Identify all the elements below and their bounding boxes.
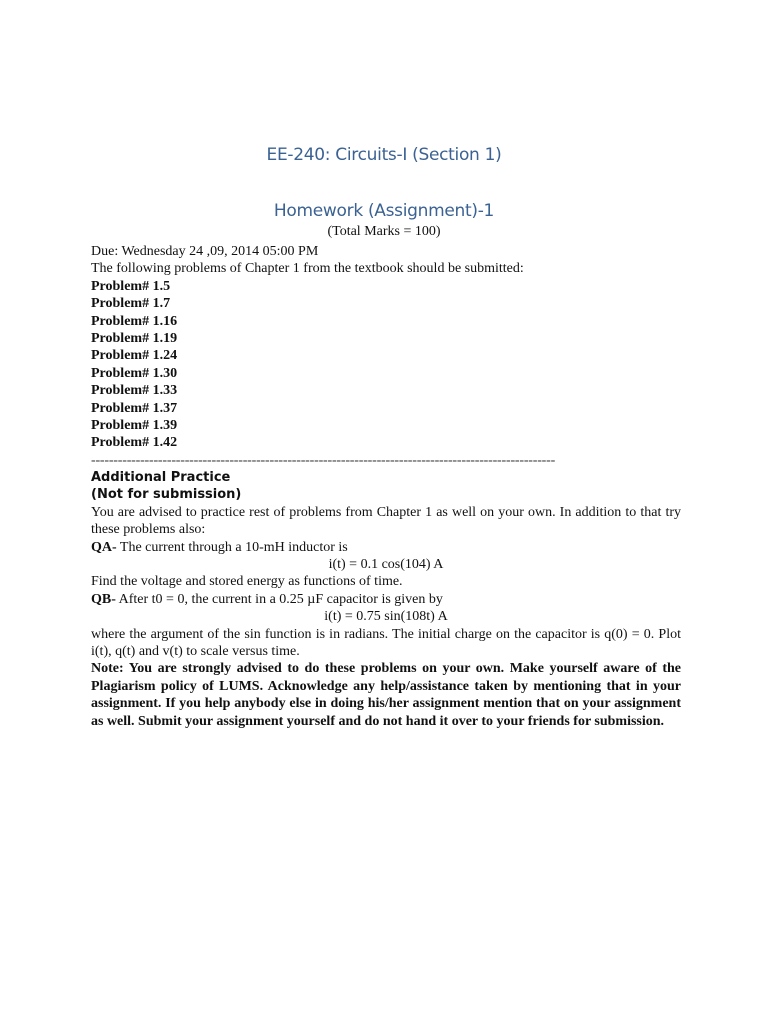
question-b-label: QB- bbox=[91, 591, 116, 607]
problem-item: Problem# 1.7 bbox=[91, 296, 171, 312]
question-a-formula: i(t) = 0.1 cos(104) A bbox=[328, 557, 444, 573]
document-body bbox=[91, 243, 681, 730]
problem-item: Problem# 1.42 bbox=[91, 435, 178, 451]
intro-text: The following problems of Chapter 1 from the textbook should be submitted: bbox=[91, 261, 524, 277]
problem-item: Problem# 1.16 bbox=[91, 313, 178, 329]
problem-item: Problem# 1.19 bbox=[91, 330, 178, 346]
problem-list bbox=[91, 278, 681, 452]
homework-title: Homework (Assignment)-1 bbox=[273, 201, 495, 221]
problem-item: Problem# 1.24 bbox=[91, 348, 178, 364]
divider-line: -------------------------------------------------------------------------------------------------------- bbox=[91, 452, 556, 468]
advice-paragraph: You are advised to practice rest of problems from Chapter 1 as well on your own. In addition to that try these problems also: bbox=[91, 504, 681, 538]
question-b bbox=[91, 591, 681, 608]
problem-item: Problem# 1.30 bbox=[91, 365, 178, 381]
question-b-prompt: where the argument of the sin function is in radians. The initial charge on the capacitor is q(0) = 0. Plot i(t), q(t) and v(t) to scale versus time. bbox=[91, 626, 681, 660]
problem-item: Problem# 1.33 bbox=[91, 383, 178, 399]
question-a-text: The current through a 10-mH inductor is bbox=[116, 539, 348, 555]
question-a bbox=[91, 539, 681, 556]
due-date: Due: Wednesday 24 ,09, 2014 05:00 PM bbox=[91, 244, 319, 259]
problem-item: Problem# 1.5 bbox=[91, 278, 171, 294]
question-a-label: QA- bbox=[91, 539, 117, 555]
problem-item: Problem# 1.37 bbox=[91, 400, 178, 416]
total-marks: (Total Marks = 100) bbox=[327, 224, 441, 239]
additional-practice-heading: Additional Practice bbox=[91, 470, 231, 486]
problem-item: Problem# 1.39 bbox=[91, 417, 178, 433]
not-for-submission-label: (Not for submission) bbox=[91, 487, 242, 503]
question-a-prompt: Find the voltage and stored energy as functions of time. bbox=[91, 574, 403, 590]
course-title: EE-240: Circuits-I (Section 1) bbox=[266, 145, 502, 165]
question-b-text: After t0 = 0, the current in a 0.25 µF capacitor is given by bbox=[115, 591, 443, 607]
question-b-formula: i(t) = 0.75 sin(108t) A bbox=[324, 609, 448, 625]
plagiarism-note: Note: You are strongly advised to do these problems on your own. Make yourself aware of the Plagiarism policy of LUMS. Acknowledge any help/assistance taken by mentioning that in your assignment. If you help anybody else in doing his/her assignment mention that on your assignment as well. Submit your assignment yourself and do not hand it over to your friends for submission. bbox=[91, 661, 681, 729]
